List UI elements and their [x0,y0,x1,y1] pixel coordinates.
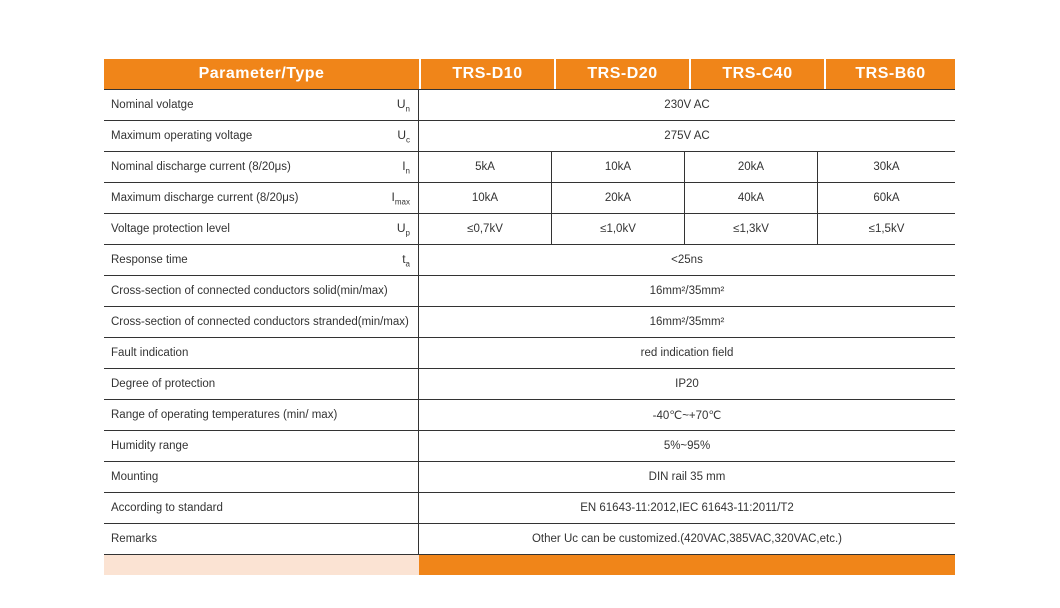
table-row [104,214,955,245]
table-row [104,400,955,431]
param-label: Humidity range [111,440,189,452]
value-cell-merged: 5%~95% [663,440,711,452]
header-type-trs-b60: TRS-B60 [825,59,955,89]
table-row [104,462,955,493]
value-cell-merged: DIN rail 35 mm [648,471,726,483]
param-symbol [397,221,410,237]
param-cell [104,493,419,523]
table-footer-bar [104,555,955,575]
param-cell [104,369,419,399]
table-row [104,89,955,121]
param-symbol-letter: U [397,127,406,142]
param-label: Maximum discharge current (8/20μs) [111,192,299,204]
table-body [104,89,955,555]
param-label: Mounting [111,471,159,483]
param-label: Degree of protection [111,378,216,390]
value-cell-merged: EN 61643-11:2012,IEC 61643-11:2011/T2 [580,502,794,514]
param-symbol-subscript: p [405,228,410,238]
value-cell-merged: <25ns [671,254,703,266]
param-label: According to standard [111,502,223,514]
table-row [104,431,955,462]
param-cell [104,214,419,244]
value-cell: 5kA [419,152,552,182]
table-row [104,369,955,400]
value-cell-merged: 230V AC [664,99,710,111]
param-label: Nominal discharge current (8/20μs) [111,161,291,173]
param-cell [104,400,419,430]
param-symbol-letter: I [402,158,406,173]
param-symbol-subscript: c [406,135,410,145]
value-cell: ≤1,0kV [552,214,685,244]
header-type-trs-d10: TRS-D10 [420,59,555,89]
header-type-trs-d20: TRS-D20 [555,59,690,89]
param-label: Voltage protection level [111,223,230,235]
param-label: Nominal volatge [111,99,194,111]
value-cell-merged: -40℃~+70℃ [652,410,722,422]
param-cell [104,338,419,368]
param-symbol [392,190,410,206]
param-label: Response time [111,254,188,266]
header-type-trs-c40: TRS-C40 [690,59,825,89]
param-label: Cross-section of connected conductors stranded(min/max) [111,316,409,328]
param-symbol-subscript: n [405,104,410,114]
param-cell [104,307,419,337]
param-symbol-subscript: n [405,166,410,176]
value-cell: ≤1,5kV [868,223,905,235]
param-symbol-subscript: a [405,259,410,269]
value-cell: 30kA [873,161,900,173]
value-cell-merged: Other Uc can be customized.(420VAC,385VAC,320VAC,etc.) [531,533,842,545]
value-cell: 60kA [873,192,900,204]
param-label: Fault indication [111,347,189,359]
table-row [104,183,955,214]
value-cell: ≤0,7kV [419,214,552,244]
param-cell [104,245,419,275]
param-symbol [397,128,410,144]
spec-table [104,59,955,575]
value-cell-merged: red indication field [640,347,734,359]
param-cell [104,276,419,306]
table-row [104,152,955,183]
param-symbol-letter: U [396,220,406,235]
value-cell: 10kA [419,183,552,213]
param-cell [104,90,419,120]
param-symbol [397,97,410,113]
param-cell [104,121,419,151]
param-label: Maximum operating voltage [111,130,253,142]
param-symbol [402,159,410,175]
param-symbol-letter: t [402,251,406,266]
param-cell [104,524,419,554]
param-cell [104,431,419,461]
table-row [104,338,955,369]
value-cell: 20kA [685,152,818,182]
header-param-type: Parameter/Type [104,59,420,89]
footer-right-band [419,555,955,575]
value-cell-merged: 275V AC [664,130,710,142]
param-symbol-subscript: max [394,197,410,207]
table-row [104,121,955,152]
table-row [104,307,955,338]
table-row [104,524,955,555]
param-symbol-letter: I [391,189,395,204]
param-cell [104,462,419,492]
value-cell: 20kA [552,183,685,213]
param-symbol [402,252,410,268]
value-cell: 10kA [552,152,685,182]
table-row [104,276,955,307]
footer-left-band [104,555,419,575]
value-cell-merged: 16mm²/35mm² [649,316,725,328]
value-cell-merged: 16mm²/35mm² [649,285,725,297]
param-label: Range of operating temperatures (min/ max) [111,409,338,421]
param-label: Remarks [111,533,158,545]
value-cell: 40kA [685,183,818,213]
value-cell-merged: IP20 [675,378,699,390]
table-header [104,59,955,89]
param-cell [104,183,419,213]
param-label: Cross-section of connected conductors solid(min/max) [111,285,388,297]
table-row [104,245,955,276]
param-symbol-letter: U [396,96,406,111]
value-cell: ≤1,3kV [685,214,818,244]
param-cell [104,152,419,182]
table-row [104,493,955,524]
